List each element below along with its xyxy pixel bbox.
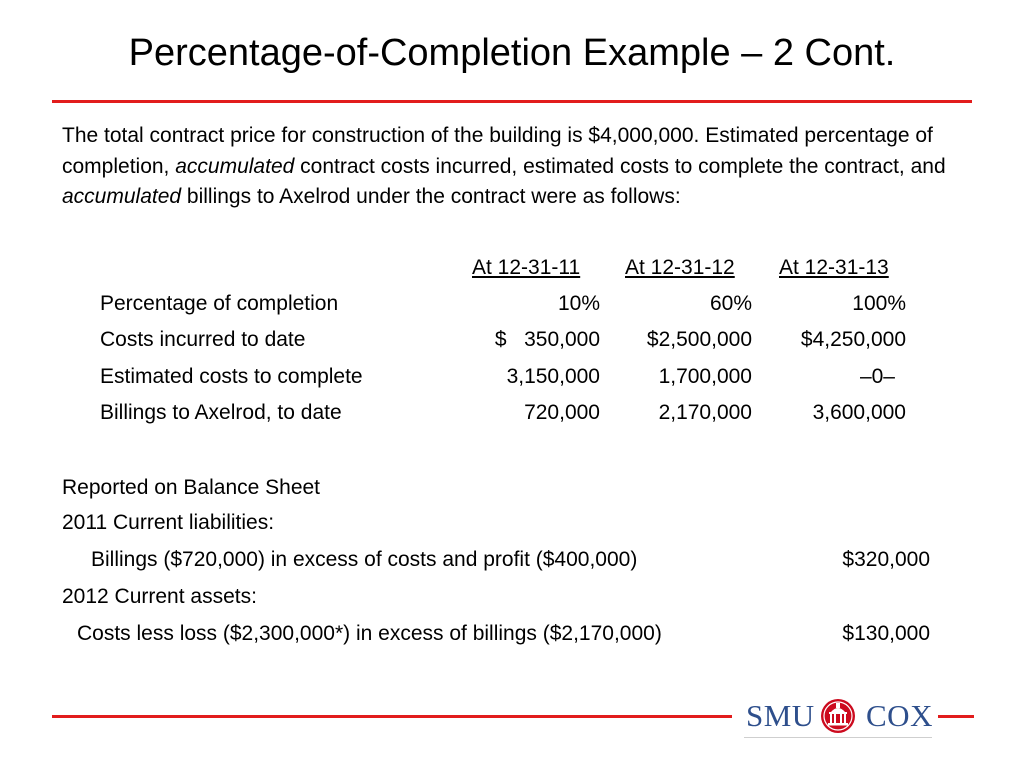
- cell-estimated-costs-2011: 3,150,000: [506, 365, 600, 388]
- amount-2012-asset: $130,000: [842, 622, 930, 645]
- header-2012: At 12-31-12: [625, 256, 735, 279]
- intro-paragraph: [62, 121, 972, 213]
- smu-cox-logo: [744, 694, 932, 738]
- cell-costs-incurred-2013: $4,250,000: [800, 328, 906, 351]
- line-2012-costs-excess: Costs less loss ($2,300,000*) in excess of billings ($2,170,000): [77, 622, 662, 645]
- logo-text-cox: COX: [866, 698, 933, 733]
- logo-underline: [744, 737, 932, 738]
- footer-divider-right: [938, 715, 974, 718]
- intro-text-1: The total contract price for construction of the building is $4,000,000. Estimated percentage of completion,: [62, 124, 933, 178]
- cell-estimated-costs-2013: –0–: [859, 365, 895, 388]
- row-label-percentage: Percentage of completion: [100, 292, 339, 315]
- cell-billings-2011: 720,000: [524, 401, 600, 424]
- cell-estimated-costs-2012: 1,700,000: [658, 365, 752, 388]
- cell-billings-2013: 3,600,000: [812, 401, 906, 424]
- title-divider: [52, 100, 972, 103]
- label-2011-current-liabilities: 2011 Current liabilities:: [62, 511, 275, 534]
- header-2011: At 12-31-11: [472, 256, 581, 279]
- header-2013: At 12-31-13: [779, 256, 889, 279]
- footer-divider-left: [52, 715, 732, 718]
- line-2011-billings-excess: Billings ($720,000) in excess of costs and profit ($400,000): [91, 548, 638, 571]
- intro-emphasis-2: accumulated: [62, 185, 182, 208]
- cell-percentage-2012: 60%: [709, 292, 752, 315]
- cell-percentage-2013: 100%: [852, 292, 906, 315]
- label-2012-current-assets: 2012 Current assets:: [62, 585, 257, 608]
- row-label-estimated-costs: Estimated costs to complete: [100, 365, 363, 388]
- dallas-hall-seal-icon: [820, 696, 856, 736]
- cell-percentage-2011: 10%: [557, 292, 600, 315]
- cell-billings-2012: 2,170,000: [658, 401, 752, 424]
- slide-title: Percentage-of-Completion Example – 2 Cont.: [128, 32, 896, 74]
- row-label-costs-incurred: Costs incurred to date: [100, 328, 306, 351]
- logo-text-smu: SMU: [746, 698, 815, 733]
- cell-costs-incurred-2012: $2,500,000: [646, 328, 752, 351]
- intro-text-3: billings to Axelrod under the contract were as follows:: [181, 185, 681, 208]
- row-label-billings: Billings to Axelrod, to date: [100, 401, 342, 424]
- cell-costs-incurred-2011: $ 350,000: [494, 328, 600, 351]
- intro-emphasis-1: accumulated: [175, 154, 295, 178]
- amount-2011-liability: $320,000: [842, 548, 930, 571]
- intro-text-2: contract costs incurred, estimated costs to complete the contract, and: [294, 154, 946, 178]
- balance-sheet-heading: Reported on Balance Sheet: [62, 476, 321, 499]
